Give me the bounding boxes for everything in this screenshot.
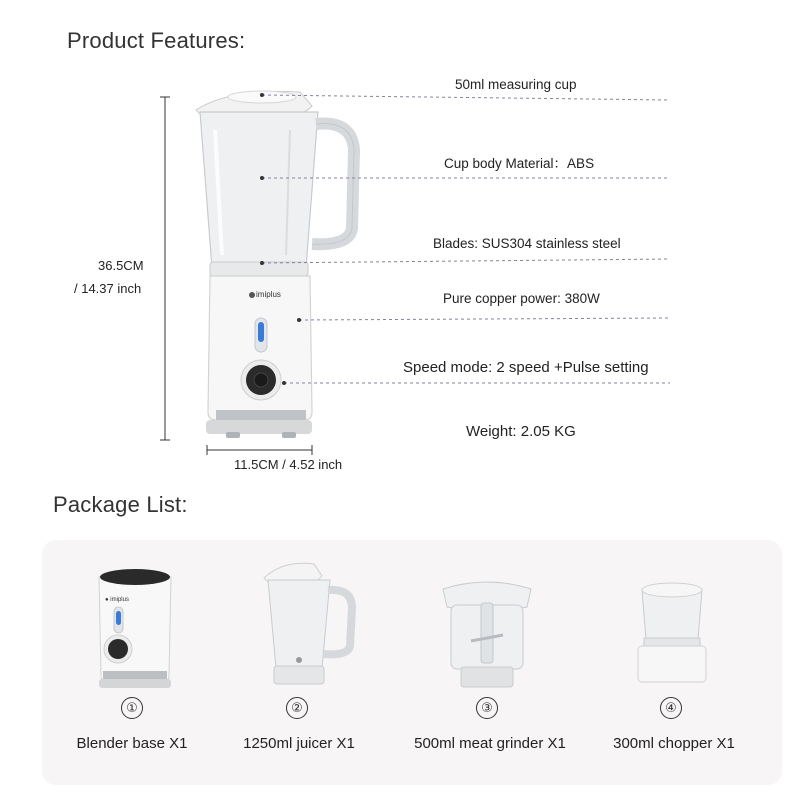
feature-cup-material: Cup body Material：ABS <box>444 156 595 171</box>
height-cm-label: 36.5CM <box>98 258 144 273</box>
package-label-chopper: 300ml chopper X1 <box>613 735 735 752</box>
package-label-blender-base: Blender base X1 <box>76 735 188 752</box>
features-heading: Product Features: <box>67 28 246 53</box>
package-heading: Package List: <box>53 492 188 517</box>
package-number-2: ② <box>286 697 308 719</box>
package-number-3: ③ <box>476 697 498 719</box>
package-number-1: ① <box>121 697 143 719</box>
juicer-jar-image <box>258 556 358 691</box>
width-label: 11.5CM / 4.52 inch <box>234 457 343 472</box>
blender-base-image <box>95 565 175 690</box>
feature-weight: Weight: 2.05 KG <box>466 423 576 440</box>
brand-logo: imiplus <box>249 290 281 299</box>
svg-text:● imiplus: ● imiplus <box>105 597 129 603</box>
height-inch-label: / 14.37 inch <box>74 281 142 296</box>
package-number-4: ④ <box>660 697 682 719</box>
feature-power: Pure copper power: 380W <box>443 291 600 306</box>
package-label-meat-grinder: 500ml meat grinder X1 <box>414 735 566 752</box>
feature-measuring-cup: 50ml measuring cup <box>455 77 577 92</box>
feature-speed-mode: Speed mode: 2 speed +Pulse setting <box>403 359 649 376</box>
chopper-cup-image <box>632 580 712 685</box>
feature-blades: Blades: SUS304 stainless steel <box>433 236 621 251</box>
brand-dot-icon <box>249 292 255 298</box>
package-label-juicer: 1250ml juicer X1 <box>243 735 355 752</box>
meat-grinder-image <box>437 575 537 690</box>
